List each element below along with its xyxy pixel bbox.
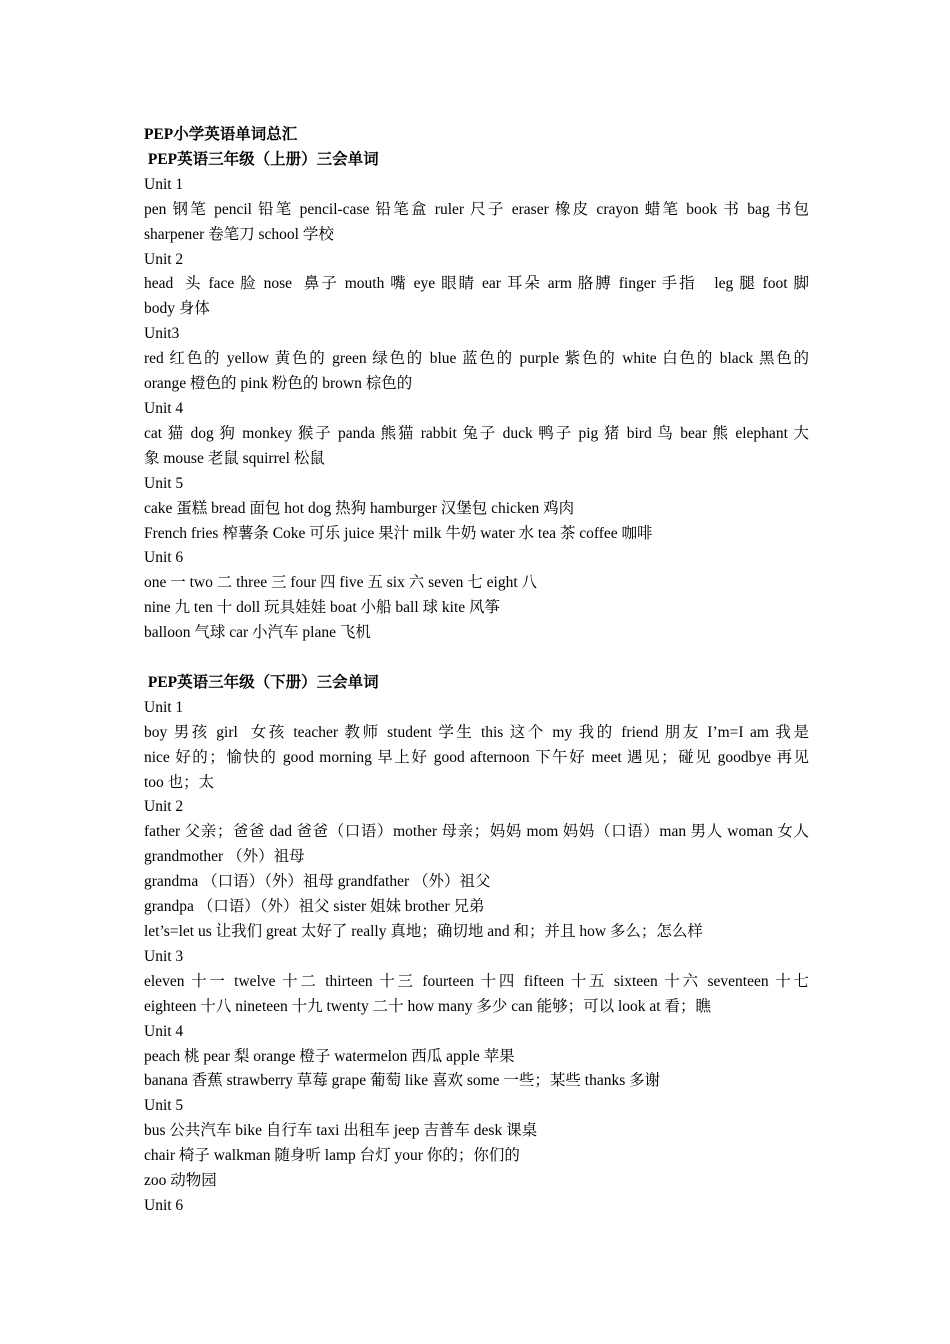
unit-title: Unit 6 (144, 549, 184, 567)
vocab-line: 象 mouse 老鼠 squirrel 松鼠 (144, 449, 325, 467)
unit-title: Unit 5 (144, 1097, 184, 1115)
unit-title: Unit 4 (144, 399, 184, 417)
vocab-line: pen 钢笔 pencil 铅笔 pencil-case 铅笔盒 ruler 尺子 eraser 橡皮 crayon 蜡笔 book 书 bag 书包 (144, 200, 809, 218)
section-heading-grade3-down: PEP英语三年级（下册）三会单词 (144, 673, 379, 691)
unit-title: Unit 3 (144, 947, 184, 965)
document-page (144, 123, 809, 1219)
doc-title: PEP小学英语单词总汇 (144, 126, 298, 143)
vocab-line: zoo 动物园 (144, 1172, 217, 1190)
vocab-line: nine 九 ten 十 doll 玩具娃娃 boat 小船 ball 球 kite 风筝 (144, 599, 501, 617)
vocab-line: head 头 face 脸 nose 鼻子 mouth 嘴 eye 眼睛 ear 耳朵 arm 胳膊 finger 手指 leg 腿 foot 脚 (144, 275, 809, 293)
vocab-line: nice 好的；愉快的 good morning 早上好 good afternoon 下午好 meet 遇见；碰见 goodbye 再见 (144, 748, 809, 766)
vocab-line: boy 男孩 girl 女孩 teacher 教师 student 学生 this 这个 my 我的 friend 朋友 I’m=I am 我是 (144, 723, 809, 741)
unit-title: Unit 5 (144, 474, 184, 492)
vocab-line: too 也；太 (144, 773, 215, 791)
vocab-line: cake 蛋糕 bread 面包 hot dog 热狗 hamburger 汉堡包 chicken 鸡肉 (144, 499, 575, 517)
vocab-line: body 身体 (144, 300, 210, 318)
unit-title: Unit 2 (144, 250, 184, 268)
unit-title: Unit 6 (144, 1196, 184, 1214)
vocab-line: banana 香蕉 strawberry 草莓 grape 葡萄 like 喜欢 some 一些；某些 thanks 多谢 (144, 1072, 661, 1090)
vocab-line: grandpa （口语）（外）祖父 sister 姐妹 brother 兄弟 (144, 898, 485, 916)
vocab-line: eighteen 十八 nineteen 十九 twenty 二十 how many 多少 can 能够；可以 look at 看；瞧 (144, 997, 711, 1015)
vocab-line: red 红色的 yellow 黄色的 green 绿色的 blue 蓝色的 purple 紫色的 white 白色的 black 黑色的 (144, 350, 809, 368)
vocab-line: French fries 榨薯条 Coke 可乐 juice 果汁 milk 牛奶 water 水 tea 茶 coffee 咖啡 (144, 524, 653, 542)
vocab-line: bus 公共汽车 bike 自行车 taxi 出租车 jeep 吉普车 desk 课桌 (144, 1122, 538, 1140)
vocab-line: cat 猫 dog 狗 monkey 猴子 panda 熊猫 rabbit 兔子 duck 鸭子 pig 猪 bird 鸟 bear 熊 elephant 大 (144, 424, 809, 442)
vocab-line: grandmother （外）祖母 (144, 848, 305, 866)
vocab-line: balloon 气球 car 小汽车 plane 飞机 (144, 624, 371, 642)
vocab-line: eleven 十一 twelve 十二 thirteen 十三 fourteen 十四 fifteen 十五 sixteen 十六 seventeen 十七 (144, 972, 809, 990)
unit-title: Unit 1 (144, 698, 184, 716)
vocab-line: grandma （口语）（外）祖母 grandfather （外）祖父 (144, 873, 491, 891)
blank-line (144, 646, 809, 671)
vocab-line: chair 椅子 walkman 随身听 lamp 台灯 your 你的；你们的 (144, 1147, 520, 1165)
unit-title: Unit 1 (144, 175, 184, 193)
unit-title: Unit3 (144, 325, 180, 343)
unit-title: Unit 4 (144, 1022, 184, 1040)
section-heading-grade3-up: PEP英语三年级（上册）三会单词 (144, 150, 379, 168)
vocab-line: peach 桃 pear 梨 orange 橙子 watermelon 西瓜 apple 苹果 (144, 1047, 515, 1065)
vocab-line: one 一 two 二 three 三 four 四 five 五 six 六 seven 七 eight 八 (144, 574, 538, 592)
unit-title: Unit 2 (144, 798, 184, 816)
vocab-line: father 父亲；爸爸 dad 爸爸（口语）mother 母亲；妈妈 mom 妈妈（口语）man 男人 woman 女人 (144, 823, 809, 841)
vocab-line: let’s=let us 让我们 great 太好了 really 真地；确切地 and 和；并且 how 多么；怎么样 (144, 922, 703, 940)
vocab-line: sharpener 卷笔刀 school 学校 (144, 225, 334, 243)
vocab-line: orange 橙色的 pink 粉色的 brown 棕色的 (144, 375, 413, 393)
